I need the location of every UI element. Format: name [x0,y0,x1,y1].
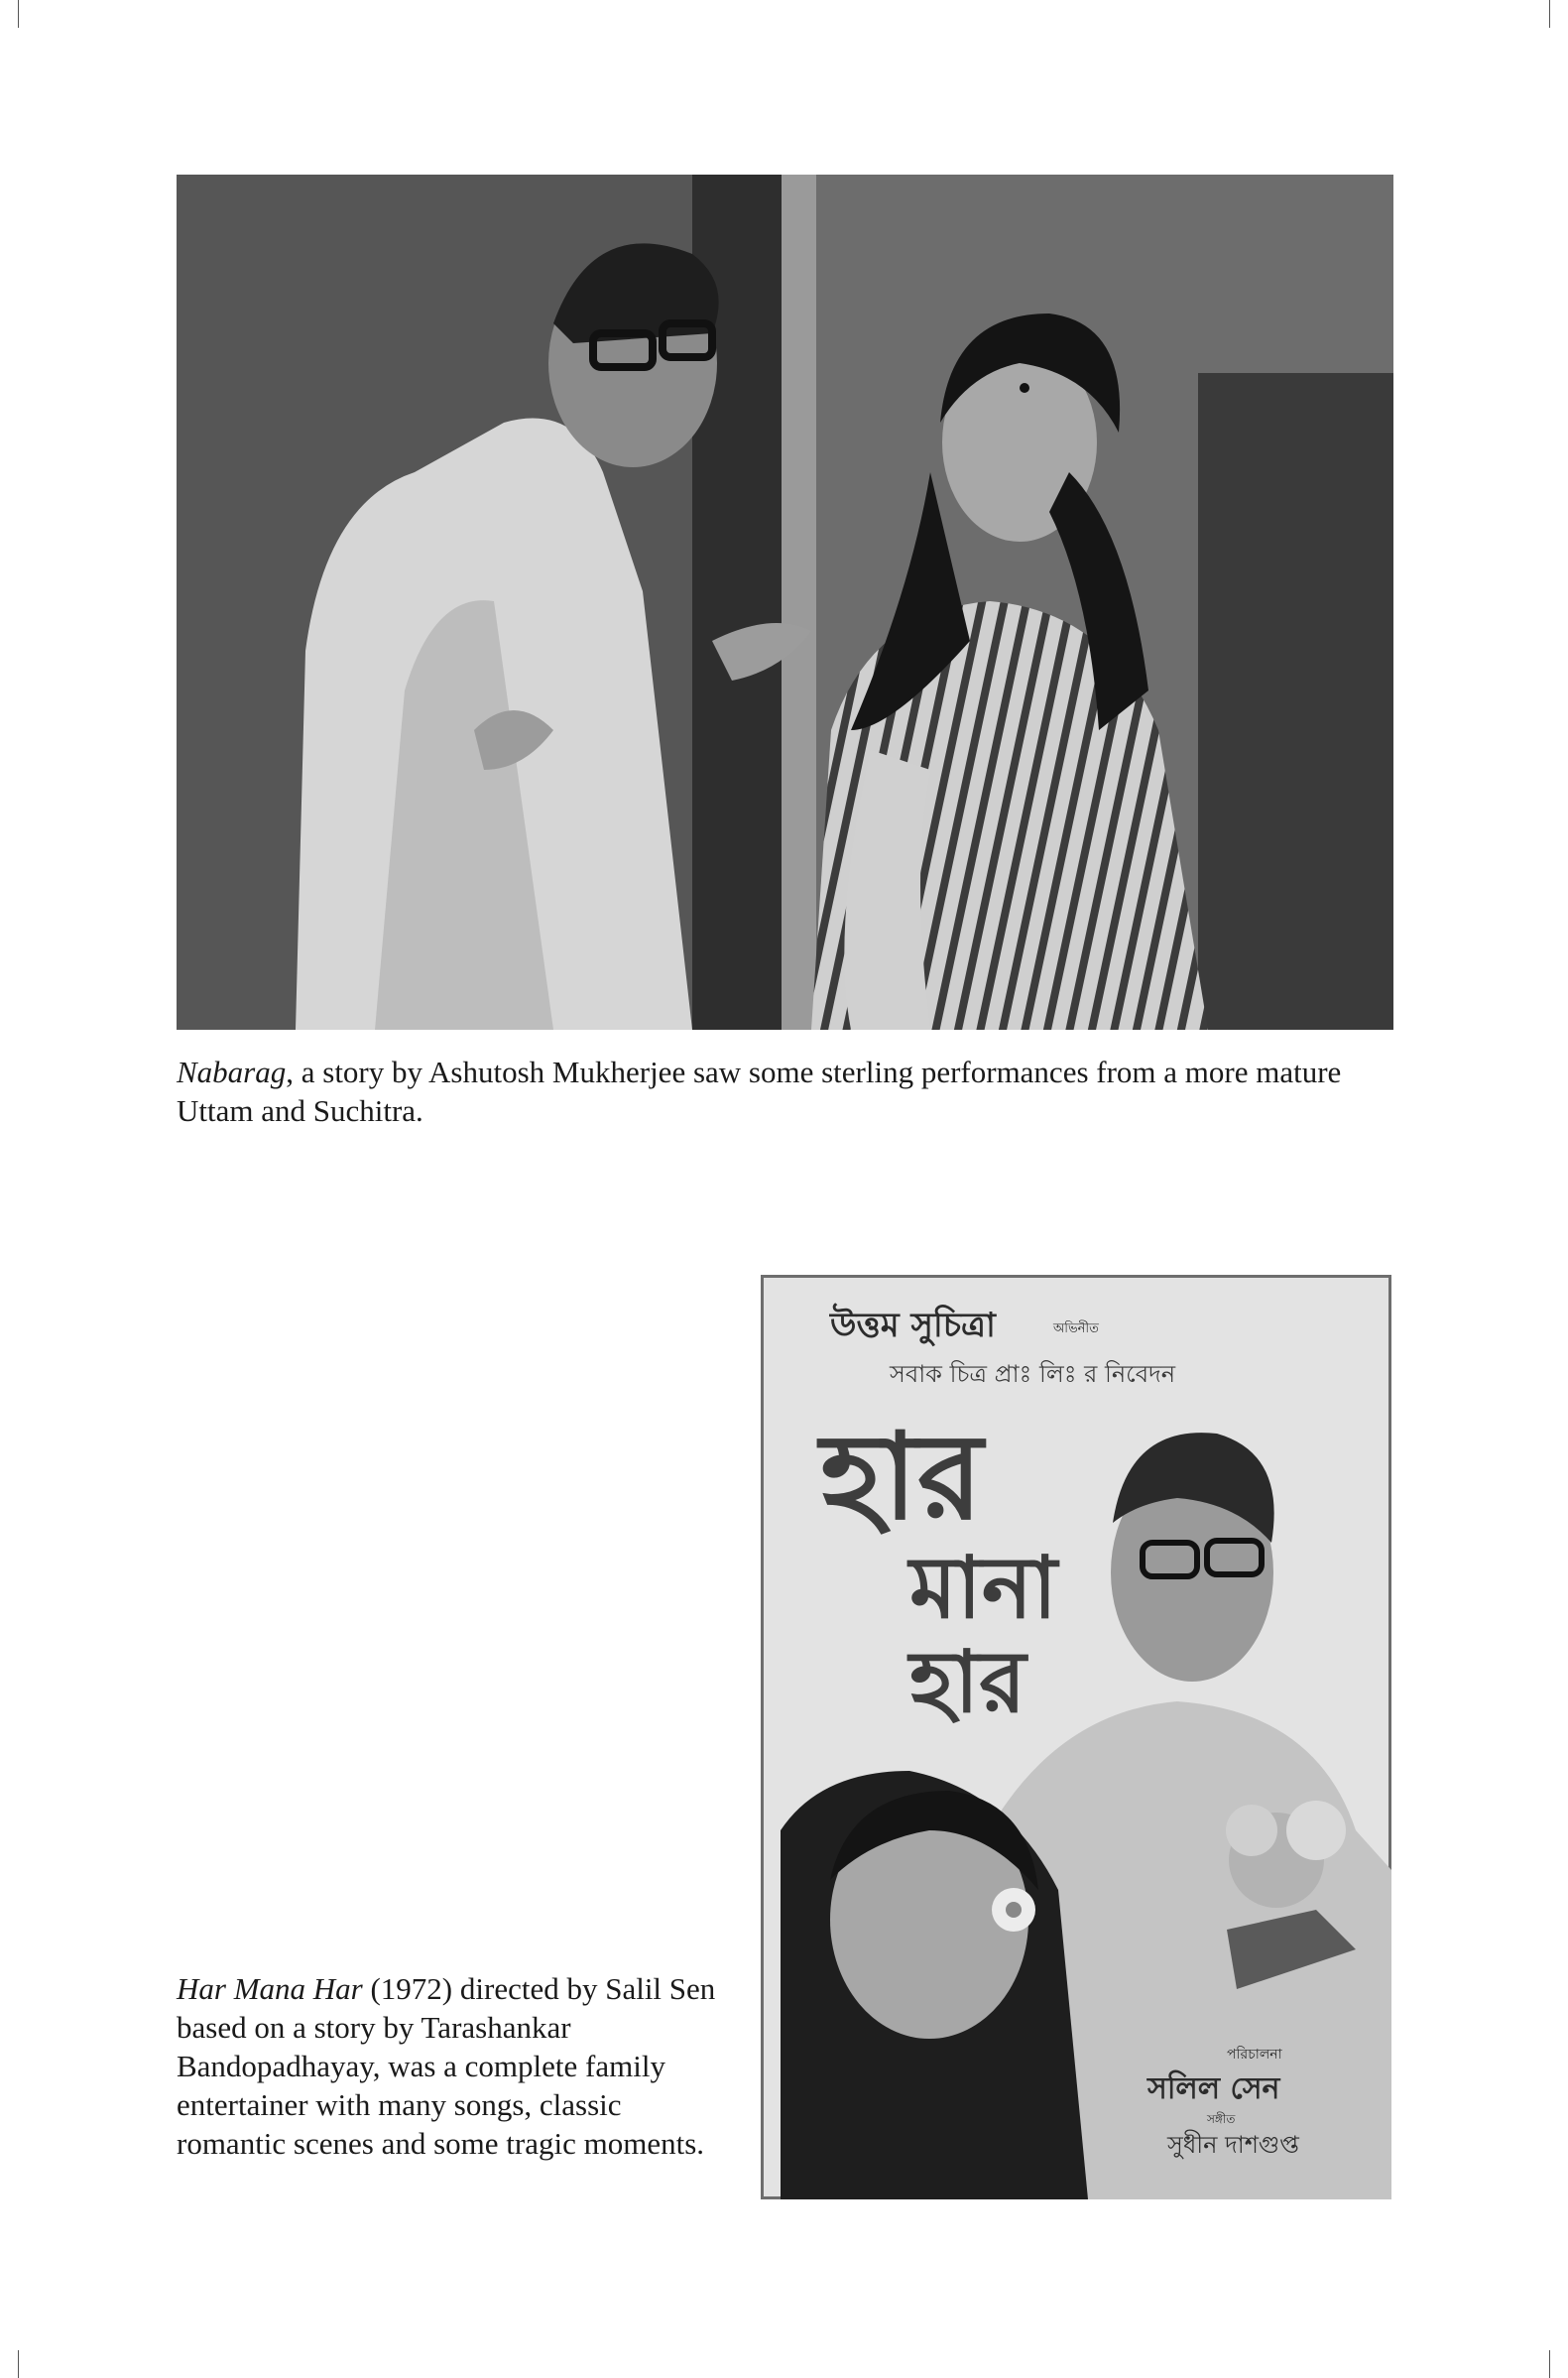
har-mana-har-poster [761,1275,1391,2199]
poster-presenter: সবাক চিত্র প্রাঃ লিঃ র নিবেদন [890,1360,1176,1388]
poster-director: সলিল সেন [1147,2071,1280,2106]
har-mana-har-poster-illustration [761,1275,1391,2199]
nabarag-caption-text: , a story by Ashutosh Mukherjee saw some sterling performances from a more mature Uttam and Suchitra. [177,1055,1342,1128]
poster-director-label: পরিচালনা [1227,2047,1282,2063]
har-mana-har-caption [177,1969,732,2163]
poster-top-line: উত্তম সুচিত্রা [830,1306,996,1345]
har-mana-har-caption-title: Har Mana Har [177,1971,363,2006]
har-mana-har-caption-text: (1972) directed by Salil Sen based on a story by Tarashankar Bandopadhayay, was a complete family entertainer with many songs, classic romantic scenes and some tragic moments. [177,1971,716,2161]
crop-mark-bottom-left [18,2350,19,2378]
nabarag-caption [177,1053,1357,1130]
poster-top-small: অভিনীত [1053,1321,1099,1336]
nabarag-film-still [177,175,1393,1030]
poster-title-line-3: হার [909,1633,1026,1732]
poster-music: সুধীন দাশগুপ্ত [1167,2131,1299,2159]
crop-mark-top-left [18,0,19,28]
crop-mark-bottom-right [1549,2350,1550,2378]
crop-mark-top-right [1549,0,1550,28]
nabarag-caption-title: Nabarag [177,1055,287,1089]
poster-title-line-2: মানা [909,1539,1057,1638]
poster-title-line-1: হার [820,1409,983,1547]
nabarag-film-still-illustration [177,175,1393,1030]
poster-music-label: সঙ্গীত [1207,2112,1236,2126]
